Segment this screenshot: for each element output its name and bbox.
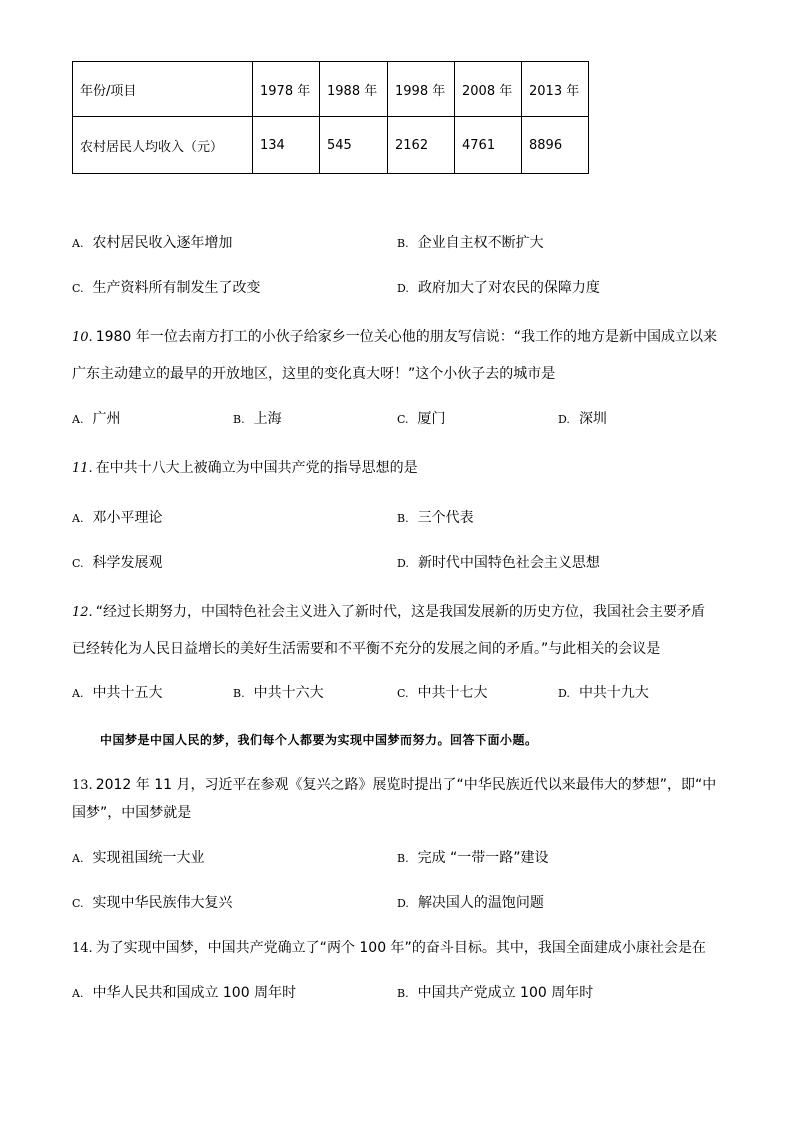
table-cell: 8896 [522,117,589,174]
option-label: B. [397,852,409,865]
option-text: 生产资料所有制发生了改变 [92,280,261,296]
table-cell: 134 [253,117,320,174]
option-text: 中共十五大 [92,685,163,701]
q13-option-c[interactable] [72,893,233,914]
option-text: 中共十七大 [417,685,488,701]
option-text: 政府加大了对农民的保障力度 [417,280,600,296]
table-row [73,117,589,174]
section-intro: 中国梦是中国人民的梦，我们每个人都要为实现中国梦而努力。回答下面小题。 [100,733,538,747]
q9-option-a[interactable] [72,233,232,254]
q10-option-a[interactable] [72,409,120,430]
table-cell: 1998 年 [388,62,455,117]
table-cell: 1978 年 [253,62,320,117]
option-text: 实现中华民族伟大复兴 [92,895,233,911]
q11-option-a[interactable] [72,508,162,529]
q10-stem-line1 [72,327,717,348]
q12-stem-line2: 已经转化为人民日益增长的美好生活需要和不平衡不充分的发展之间的矛盾。”与此相关的会议是 [72,641,661,657]
q10-stem-line2: 广东主动建立的最早的开放地区，这里的变化真大呀！”这个小伙子去的城市是 [72,366,556,382]
option-text: 新时代中国特色社会主义思想 [417,555,600,571]
q10-option-c[interactable] [397,409,446,430]
question-number: 13. [72,778,93,793]
option-text: 上海 [253,411,282,427]
option-label: B. [233,687,245,700]
table-cell: 545 [320,117,388,174]
question-text: 1980 年一位去南方打工的小伙子给家乡一位关心他的朋友写信说：“我工作的地方是新中国成立以来 [95,329,718,345]
question-text: 在中共十八大上被确立为中国共产党的指导思想的是 [95,460,418,476]
q12-option-c[interactable] [397,683,488,704]
option-text: 厦门 [417,411,446,427]
table-cell: 2162 [388,117,455,174]
option-text: 中共十六大 [253,685,324,701]
option-label: A. [72,852,84,865]
option-label: A. [72,512,84,525]
option-text: 广州 [92,411,121,427]
income-table [72,61,589,174]
q11-stem-line1 [72,458,418,479]
q12-option-d[interactable] [558,683,649,704]
q13-stem-line1 [72,775,716,796]
option-label: A. [72,987,84,1000]
q12-option-b[interactable] [233,683,324,704]
option-text: 深圳 [578,411,607,427]
option-label: B. [397,512,409,525]
q12-stem-line1 [72,602,705,623]
option-label: D. [558,687,570,700]
question-number: 11. [72,461,93,476]
option-label: C. [72,897,84,910]
option-label: B. [397,237,409,250]
option-label: D. [397,897,409,910]
option-label: D. [397,282,409,295]
option-text: 农村居民收入逐年增加 [92,235,233,251]
q13-option-b[interactable] [397,848,549,869]
option-text: 完成 “一带一路”建设 [417,850,549,866]
q10-option-d[interactable] [558,409,607,430]
option-label: C. [397,413,409,426]
option-text: 三个代表 [417,510,474,526]
option-label: B. [233,413,245,426]
option-label: A. [72,687,84,700]
option-text: 中国共产党成立 100 周年时 [417,985,594,1001]
question-text: “经过长期努力，中国特色社会主义进入了新时代，这是我国发展新的历史方位，我国社会主要矛盾 [95,604,705,620]
table-cell: 2013 年 [522,62,589,117]
question-text: 为了实现中国梦，中国共产党确立了“两个 100 年”的奋斗目标。其中，我国全面建成小康社会是在 [95,940,706,956]
option-label: C. [72,557,84,570]
q11-option-c[interactable] [72,553,163,574]
option-text: 解决国人的温饱问题 [417,895,544,911]
q14-option-b[interactable] [397,983,593,1004]
option-label: A. [72,413,84,426]
q9-option-c[interactable] [72,278,261,299]
q12-option-a[interactable] [72,683,162,704]
option-text: 科学发展观 [92,555,163,571]
option-text: 实现祖国统一大业 [92,850,205,866]
q11-option-d[interactable] [397,553,600,574]
q13-stem-line2: 国梦”，中国梦就是 [72,805,192,821]
option-text: 中华人民共和国成立 100 周年时 [92,985,297,1001]
option-text: 中共十九大 [578,685,649,701]
option-text: 邓小平理论 [92,510,163,526]
table-cell: 2008 年 [455,62,522,117]
table-cell: 4761 [455,117,522,174]
q9-option-d[interactable] [397,278,600,299]
table-cell: 农村居民人均收入（元） [73,117,253,174]
q14-option-a[interactable] [72,983,296,1004]
q14-stem-line1 [72,938,706,959]
option-label: B. [397,987,409,1000]
option-label: D. [558,413,570,426]
q13-option-a[interactable] [72,848,204,869]
option-label: D. [397,557,409,570]
question-number: 12. [72,605,93,620]
q13-option-d[interactable] [397,893,544,914]
question-text: 2012 年 11 月，习近平在参观《复兴之路》展览时提出了“中华民族近代以来最伟大的梦想”，即“中 [95,777,717,793]
option-label: C. [397,687,409,700]
table-cell: 1988 年 [320,62,388,117]
q9-option-b[interactable] [397,233,544,254]
option-label: C. [72,282,84,295]
question-number: 10. [72,330,93,345]
option-text: 企业自主权不断扩大 [417,235,544,251]
table-cell: 年份/项目 [73,62,253,117]
q10-option-b[interactable] [233,409,282,430]
option-label: A. [72,237,84,250]
question-number: 14. [72,941,93,956]
table-header-row [73,62,589,117]
q11-option-b[interactable] [397,508,474,529]
